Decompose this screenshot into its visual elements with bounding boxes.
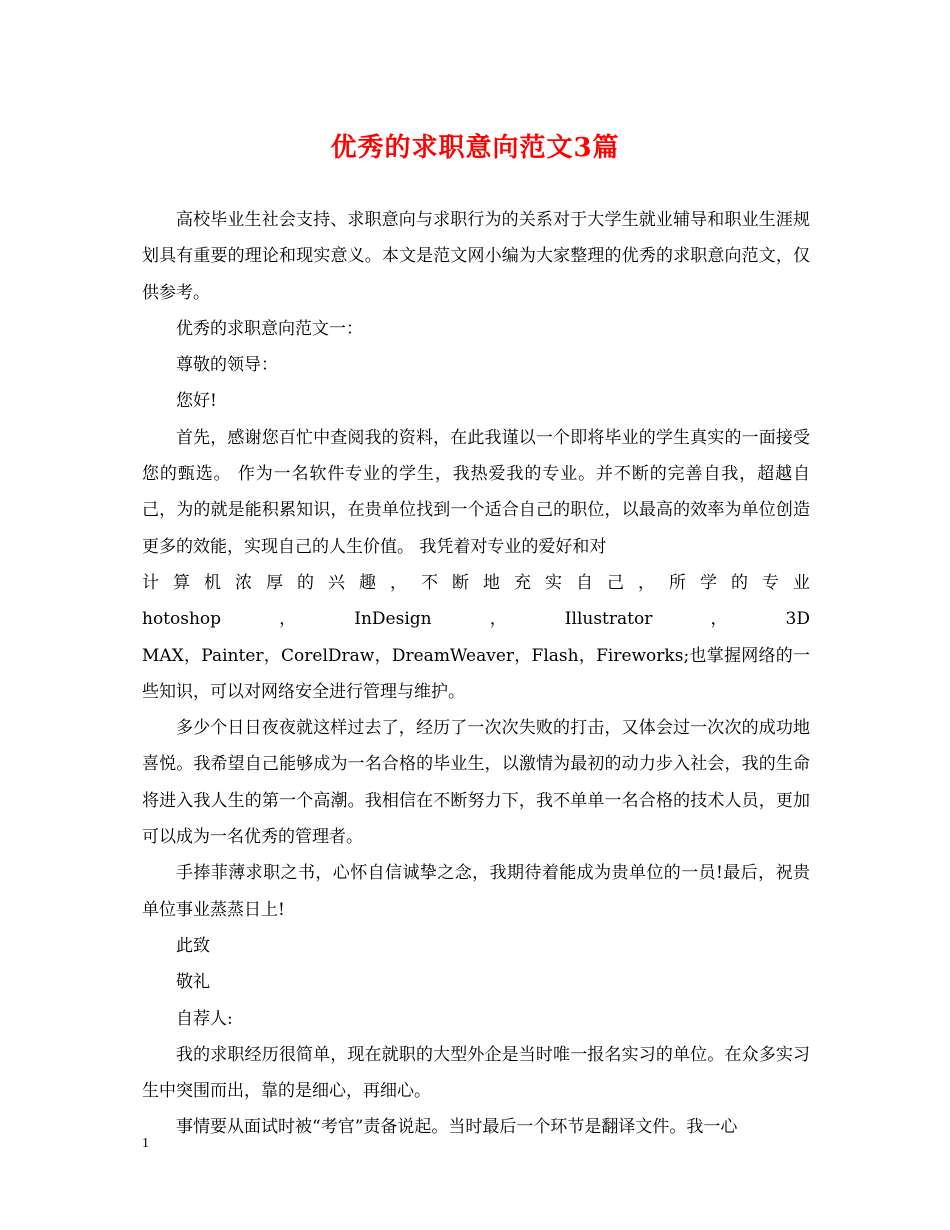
paragraph-software-line: hotoshop，InDesign，Illustrator，3D [142,609,810,630]
document-title: 优秀的求职意向范文3篇 [330,133,620,163]
document-body [142,202,810,1146]
paragraph-experience: 多少个日日夜夜就这样过去了，经历了一次次失败的打击，又体会过一次次的成功地喜悦。我希望自己能够成为一名合格的毕业生，以激情为最初的动力步入社会，我的生命将进入我人生的第一个高潮。我相信在不断努力下，我不单单一名合格的技术人员，更加可以成为一名优秀的管理者。 [142,718,810,848]
paragraph-jingli: 敬礼 [176,972,210,993]
paragraph-cizhi: 此致 [176,935,210,956]
paragraph-spaced-line: 计算机浓厚的兴趣，不断地充实自己，所学的专业 [142,572,810,593]
paragraph-closing-wish: 手捧菲薄求职之书，心怀自信诚挚之念，我期待着能成为贵单位的一员!最后，祝贵单位事业蒸蒸日上! [142,863,810,920]
paragraph-first-body: 首先，感谢您百忙中查阅我的资料，在此我谨以一个即将毕业的学生真实的一面接受您的甄选。 作为一名软件专业的学生，我热爱我的专业。并不断的完善自我，超越自己，为的就是能积累知识，在贵单位找到一个适合自己的职位，以最高的效率为单位创造更多的效能，实现自己的人生价值。 我凭着对专业的爱好和对 [142,427,810,557]
paragraph-greeting: 您好! [176,391,217,412]
paragraph-interview: 事情要从面试时被“考官”责备说起。当时最后一个环节是翻译文件。我一心 [176,1117,738,1138]
paragraph-sample-heading: 优秀的求职意向范文一： [176,318,363,339]
paragraph-salutation: 尊敬的领导： [176,355,278,376]
paragraph-intro: 高校毕业生社会支持、求职意向与求职行为的关系对于大学生就业辅导和职业生涯规划具有重要的理论和现实意义。本文是范文网小编为大家整理的优秀的求职意向范文，仅供参考。 [142,210,810,303]
paragraph-job-experience: 我的求职经历很简单，现在就职的大型外企是当时唯一报名实习的单位。在众多实习生中突围而出，靠的是细心，再细心。 [142,1044,810,1102]
paragraph-software-continuation: MAX，Painter，CorelDraw，DreamWeaver，Flash，Fireworks;也掌握网络的一些知识，可以对网络安全进行管理与维护。 [142,645,810,702]
page-number: 1 [142,1136,149,1151]
paragraph-signature: 自荐人: [176,1008,233,1029]
